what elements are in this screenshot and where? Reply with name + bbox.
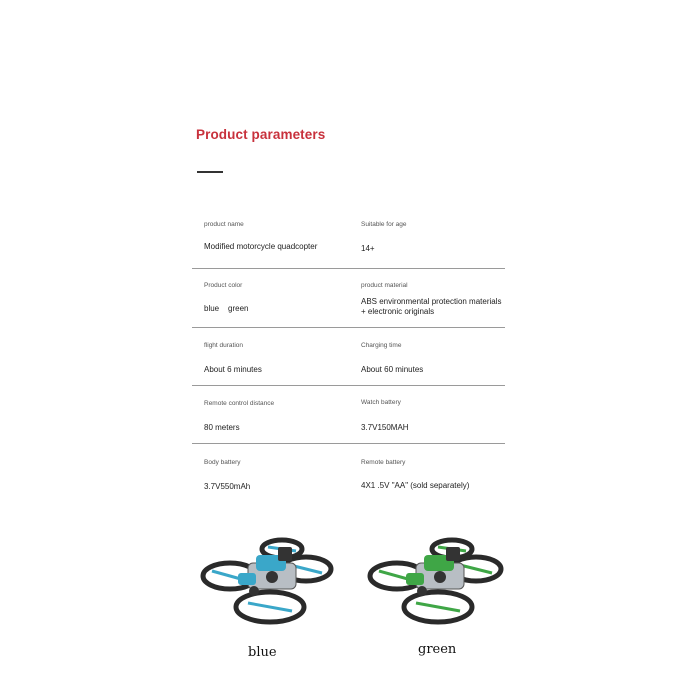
param-cell [361,444,511,504]
param-label: Product color [204,282,243,289]
param-value: ABS environmental protection materials + electronic originals [361,297,502,316]
parameters-table [192,212,505,504]
param-label: Suitable for age [361,221,407,228]
param-label: Watch battery [361,399,401,406]
green-caption: green [418,642,457,657]
param-value: About 60 minutes [361,365,424,374]
param-value: 80 meters [204,423,240,432]
param-value: 3.7V550mAh [204,482,251,491]
param-value: 3.7V150MAH [361,423,409,432]
param-row [192,328,505,386]
param-cell [361,386,511,443]
param-cell [361,212,511,268]
param-cell [204,328,354,385]
param-label: Charging time [361,342,402,349]
param-row [192,269,505,328]
param-cell [204,386,354,443]
param-cell [204,444,354,504]
param-cell [204,269,354,327]
param-label: Body battery [204,459,241,466]
param-label: Remote control distance [204,400,275,407]
param-value: blue green [204,304,249,313]
param-label: Remote battery [361,459,406,466]
param-row [192,444,505,504]
param-cell [361,328,511,385]
param-value: Modified motorcycle quadcopter [204,242,318,251]
param-value: 14+ [361,244,375,253]
param-label: flight duration [204,342,244,349]
param-label: product material [361,282,408,289]
param-value: 4X1 .5V "AA" (sold separately) [361,481,470,490]
title-underline [197,171,223,173]
product-images [180,525,510,700]
blue-drone-image [190,533,345,638]
green-drone-image [362,533,517,638]
page-title: Product parameters [196,127,326,142]
param-cell [361,269,511,327]
param-row [192,212,505,269]
param-label: product name [204,221,244,228]
param-value: About 6 minutes [204,365,262,374]
blue-caption: blue [248,645,277,660]
param-cell [204,212,354,268]
param-row [192,386,505,444]
